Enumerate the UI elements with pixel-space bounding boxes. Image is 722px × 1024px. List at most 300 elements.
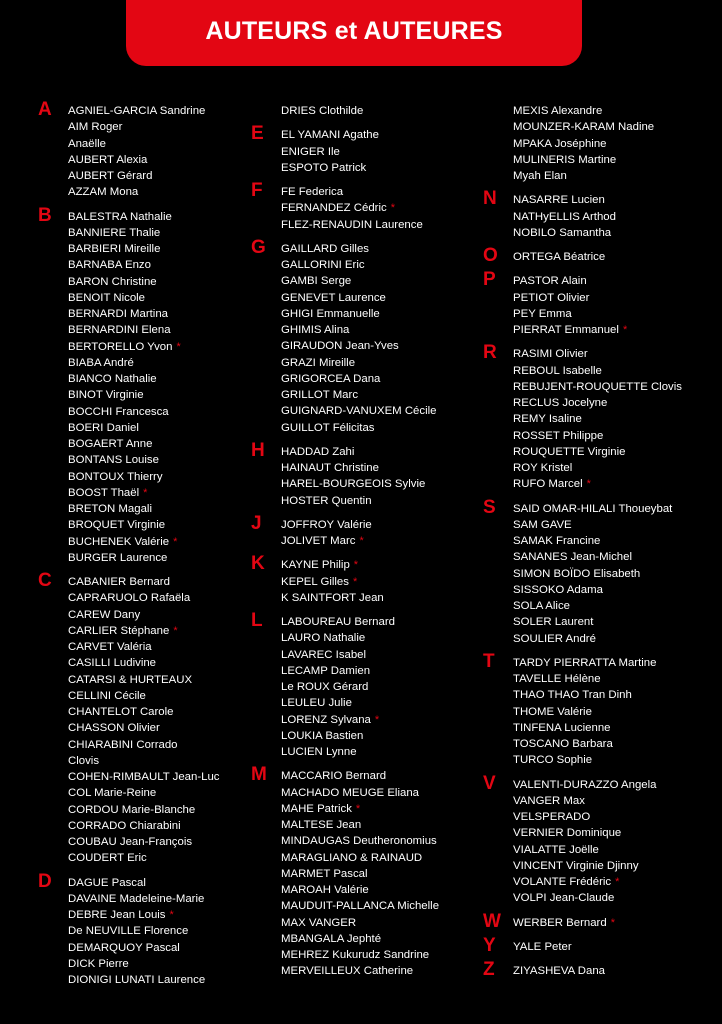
- author-name-text: AGNIEL-GARCIA Sandrine: [68, 105, 206, 117]
- author-name-text: WERBER Bernard: [513, 916, 607, 929]
- author-name: [68, 875, 262, 891]
- asterisk-marker: *: [615, 876, 620, 888]
- author-name: [281, 217, 491, 233]
- author-name: [513, 517, 719, 533]
- author-name: [68, 534, 262, 550]
- author-name: [281, 290, 491, 306]
- author-name: [68, 306, 262, 322]
- author-name-text: BURGER Laurence: [68, 551, 168, 564]
- author-name: [68, 655, 262, 671]
- author-name: [513, 858, 719, 874]
- author-name-text: MAUDUIT-PALLANCA Michelle: [281, 900, 440, 913]
- author-name: [513, 809, 719, 825]
- author-name: [513, 346, 719, 362]
- author-name: [68, 103, 262, 119]
- author-name: [68, 355, 262, 371]
- author-name: [513, 249, 719, 265]
- author-name: [68, 907, 262, 923]
- author-name: [513, 411, 719, 427]
- author-name-text: HOSTER Quentin: [281, 494, 372, 507]
- section-letter: F: [251, 180, 263, 201]
- author-name-text: CAPRARUOLO Rafaëla: [68, 592, 191, 605]
- letter-group-r: [483, 342, 719, 492]
- author-name-text: BIABA André: [68, 356, 134, 369]
- author-name-text: ENIGER Ile: [281, 145, 340, 158]
- author-name-text: BONTOUX Thierry: [68, 470, 163, 483]
- author-name-text: MEXIS Alexandre: [513, 105, 603, 117]
- author-name-text: CABANIER Bernard: [68, 576, 170, 588]
- author-name: [513, 963, 719, 979]
- author-name-text: VOLANTE Frédéric: [513, 876, 612, 888]
- author-name-text: REBOUL Isabelle: [513, 364, 602, 377]
- author-name: [68, 436, 262, 452]
- author-name: [281, 460, 491, 476]
- author-name-text: ROY Kristel: [513, 462, 573, 474]
- author-name: [513, 322, 719, 338]
- section-letter: A: [38, 99, 52, 120]
- author-name: [281, 241, 491, 257]
- author-name-text: AZZAM Mona: [68, 186, 139, 199]
- page-title: AUTEURS et AUTEURES: [205, 17, 503, 45]
- author-name: [281, 387, 491, 403]
- section-letter: O: [483, 245, 498, 266]
- author-name: [68, 623, 262, 639]
- letter-group-b: [38, 204, 262, 567]
- author-name-text: VERNIER Dominique: [513, 827, 622, 840]
- section-letter: S: [483, 496, 496, 518]
- section-letter: V: [483, 772, 496, 794]
- author-name: [68, 241, 262, 257]
- author-name: [513, 687, 719, 703]
- author-name-text: MINDAUGAS Deutheronomius: [281, 835, 437, 848]
- author-name-text: BIANCO Nathalie: [68, 373, 157, 385]
- author-name-text: BROQUET Virginie: [68, 519, 166, 532]
- author-name: [513, 444, 719, 460]
- author-name-text: BONTANS Louise: [68, 454, 159, 467]
- author-name: [68, 891, 262, 907]
- author-name: [68, 184, 262, 200]
- author-name: [513, 136, 719, 152]
- section-letter: Y: [483, 934, 496, 956]
- author-name: [281, 695, 491, 711]
- author-name-text: SISSOKO Adama: [513, 583, 603, 596]
- author-name-text: CASILLI Ludivine: [68, 657, 157, 670]
- author-name-text: VINCENT Virginie Djinny: [513, 859, 639, 872]
- author-name-text: COUDERT Eric: [68, 852, 147, 865]
- section-letter: W: [483, 910, 501, 932]
- author-name-text: CARLIER Stéphane: [68, 624, 170, 637]
- author-name: [281, 785, 491, 801]
- author-name: [513, 379, 719, 395]
- asterisk-marker: *: [586, 478, 591, 491]
- author-name: [281, 257, 491, 273]
- author-name: [513, 614, 719, 630]
- author-name: [281, 127, 491, 143]
- author-name-text: MACCARIO Bernard: [281, 770, 387, 783]
- author-name-text: RECLUS Jocelyne: [513, 397, 608, 409]
- author-name-text: LUCIEN Lynne: [281, 746, 357, 758]
- author-name: [68, 639, 262, 655]
- author-name-text: FERNANDEZ Cédric: [281, 202, 387, 215]
- author-name-text: De NEUVILLE Florence: [68, 925, 189, 938]
- author-name: [281, 371, 491, 387]
- section-letter: L: [251, 610, 263, 631]
- author-name-text: ORTEGA Béatrice: [513, 251, 606, 263]
- letter-group-s: [483, 496, 719, 647]
- author-name-text: TARDY PIERRATTA Martine: [513, 656, 657, 669]
- author-name-text: GAMBI Serge: [281, 275, 352, 288]
- author-name: [68, 257, 262, 273]
- author-name-text: GENEVET Laurence: [281, 291, 386, 304]
- author-name: [281, 866, 491, 882]
- author-name-text: MARMET Pascal: [281, 867, 368, 880]
- author-name: [281, 184, 491, 200]
- author-name-text: CHASSON Olivier: [68, 722, 160, 735]
- author-name: [281, 647, 491, 663]
- author-name: [513, 655, 719, 671]
- author-name-text: BUCHENEK Valérie: [68, 535, 170, 548]
- author-name-text: YALE Peter: [513, 940, 572, 953]
- author-name-text: SIMON BOÏDO Elisabeth: [513, 567, 641, 580]
- author-name-text: GIRAUDON Jean-Yves: [281, 340, 399, 353]
- author-name-text: LECAMP Damien: [281, 664, 371, 677]
- author-name-text: NASARRE Lucien: [513, 194, 605, 207]
- author-name: [68, 152, 262, 168]
- author-name-text: GRAZI Mireille: [281, 356, 356, 369]
- author-name-text: MAHE Patrick: [281, 802, 352, 815]
- author-name: [513, 631, 719, 647]
- author-name-text: ROUQUETTE Virginie: [513, 445, 626, 458]
- author-name: [281, 322, 491, 338]
- asterisk-marker: *: [359, 535, 364, 547]
- section-letter: J: [251, 512, 262, 534]
- asterisk-marker: *: [143, 486, 148, 499]
- section-letter: T: [483, 650, 495, 672]
- author-name-text: JOFFROY Valérie: [281, 518, 372, 531]
- author-name: [68, 574, 262, 590]
- author-name: [281, 574, 491, 590]
- author-name-text: SAID OMAR-HILALI Thoueybat: [513, 502, 673, 515]
- author-name-text: SAM GAVE: [513, 518, 572, 531]
- author-name: [68, 704, 262, 720]
- author-name: [281, 338, 491, 354]
- author-name-text: GUIGNARD-VANUXEM Cécile: [281, 405, 437, 418]
- author-name-text: BERNARDI Martina: [68, 308, 169, 320]
- author-name-text: CHANTELOT Carole: [68, 706, 174, 718]
- author-name-text: VANGER Max: [513, 794, 585, 807]
- section-letter: N: [483, 188, 497, 210]
- author-name: [68, 818, 262, 834]
- author-name-text: BOGAERT Anne: [68, 438, 153, 450]
- author-name-text: DRIES Clothilde: [281, 105, 364, 117]
- author-name-text: LEULEU Julie: [281, 697, 352, 710]
- author-name: [68, 371, 262, 387]
- author-name-text: SANANES Jean-Michel: [513, 551, 633, 564]
- author-name-text: BARNABA Enzo: [68, 259, 151, 272]
- author-name: [68, 720, 262, 736]
- author-name: [68, 485, 262, 501]
- section-letter: M: [251, 764, 267, 786]
- author-name: [281, 898, 491, 914]
- author-name-text: HAINAUT Christine: [281, 462, 379, 474]
- section-letter: G: [251, 236, 266, 258]
- asterisk-marker: *: [374, 713, 380, 726]
- author-name: [68, 607, 262, 623]
- letter-group-n: [483, 188, 719, 241]
- letter-group-f: [251, 180, 491, 233]
- author-name-text: DAVAINE Madeleine-Marie: [68, 892, 205, 905]
- author-name-text: BOERI Daniel: [68, 421, 139, 434]
- author-name: [513, 306, 719, 322]
- author-name: [513, 476, 719, 492]
- author-name-text: CORDOU Marie-Blanche: [68, 803, 196, 816]
- author-name-text: GRIGORCEA Dana: [281, 372, 381, 385]
- author-name-text: DICK Pierre: [68, 957, 129, 970]
- author-name: [513, 168, 719, 184]
- author-name-text: VALENTI-DURAZZO Angela: [513, 778, 657, 791]
- author-name: [281, 963, 491, 979]
- author-name-text: LAURO Nathalie: [281, 632, 366, 645]
- author-name-text: TINFENA Lucienne: [513, 721, 611, 734]
- author-name-text: GAILLARD Gilles: [281, 242, 369, 255]
- author-name-text: Myah Elan: [513, 170, 567, 182]
- author-name-text: BARON Christine: [68, 275, 157, 288]
- author-name: [68, 136, 262, 152]
- section-letter: R: [483, 342, 497, 364]
- author-name-text: GALLORINI Eric: [281, 259, 365, 271]
- author-name-text: K SAINTFORT Jean: [281, 591, 384, 604]
- author-name: [513, 671, 719, 687]
- letter-group-m: [251, 764, 491, 979]
- letter-group-l: [251, 610, 491, 760]
- author-name-text: GUILLOT Félicitas: [281, 421, 375, 434]
- letter-group-a: [38, 99, 262, 201]
- letter-group-j: [251, 512, 491, 550]
- author-name: [68, 225, 262, 241]
- asterisk-marker: *: [610, 916, 615, 929]
- author-name-text: BERTORELLO Yvon: [68, 340, 173, 353]
- author-name: [513, 273, 719, 289]
- letter-group-p: [483, 269, 719, 338]
- author-name: [513, 704, 719, 720]
- author-name: [513, 225, 719, 241]
- author-name-text: DEMARQUOY Pascal: [68, 941, 180, 954]
- author-name-text: BARBIERI Mireille: [68, 243, 161, 255]
- author-name: [513, 842, 719, 858]
- letter-group-w: [483, 910, 719, 932]
- author-name-text: CARVET Valéria: [68, 641, 152, 653]
- author-name: [281, 590, 491, 606]
- author-name-text: THOME Valérie: [513, 705, 592, 718]
- author-name-text: MBANGALA Jephté: [281, 932, 382, 945]
- author-name: [281, 833, 491, 849]
- author-name: [513, 192, 719, 208]
- author-name: [68, 404, 262, 420]
- author-name-text: JOLIVET Marc: [281, 535, 356, 547]
- author-name-text: FLEZ-RENAUDIN Laurence: [281, 218, 423, 231]
- author-name: [513, 395, 719, 411]
- author-name: [68, 956, 262, 972]
- section-letter: C: [38, 570, 52, 591]
- author-name-text: BOCCHI Francesca: [68, 405, 169, 418]
- author-name-text: MAX VANGER: [281, 916, 357, 929]
- author-name: [68, 972, 262, 988]
- column-2: [251, 103, 491, 988]
- author-name-text: CAREW Dany: [68, 608, 141, 621]
- asterisk-marker: *: [173, 624, 178, 637]
- asterisk-marker: *: [355, 802, 361, 815]
- author-name: [68, 209, 262, 225]
- author-name: [281, 476, 491, 492]
- author-name: [513, 119, 719, 135]
- author-name: [281, 712, 491, 728]
- author-name: [68, 769, 262, 785]
- author-name: [68, 850, 262, 866]
- author-name-text: REBUJENT-ROUQUETTE Clovis: [513, 380, 682, 393]
- asterisk-marker: *: [353, 559, 359, 572]
- author-name-text: MEHREZ Kukurudz Sandrine: [281, 949, 430, 961]
- author-name: [513, 566, 719, 582]
- author-name-text: AUBERT Alexia: [68, 153, 148, 166]
- author-name-text: NOBILO Samantha: [513, 226, 612, 239]
- author-name-text: AIM Roger: [68, 121, 123, 134]
- author-name: [513, 720, 719, 736]
- author-name-text: BALESTRA Nathalie: [68, 210, 172, 223]
- author-name-text: TURCO Sophie: [513, 754, 593, 767]
- author-name: [281, 403, 491, 419]
- author-name: [281, 679, 491, 695]
- author-name: [281, 493, 491, 509]
- author-name-text: LABOUREAU Bernard: [281, 616, 395, 628]
- author-name: [68, 119, 262, 135]
- author-name: [281, 663, 491, 679]
- author-name: [68, 420, 262, 436]
- author-name: [281, 630, 491, 646]
- author-name: [513, 152, 719, 168]
- author-name: [281, 817, 491, 833]
- author-name: [68, 737, 262, 753]
- author-name: [513, 290, 719, 306]
- author-name-text: SAMAK Francine: [513, 535, 601, 547]
- author-name: [281, 533, 491, 549]
- author-name-text: EL YAMANI Agathe: [281, 129, 379, 142]
- column-1: [38, 99, 262, 996]
- author-name: [281, 306, 491, 322]
- author-name-text: SOLER Laurent: [513, 616, 594, 629]
- author-name: [513, 874, 719, 890]
- asterisk-marker: *: [352, 575, 358, 588]
- author-name: [513, 915, 719, 931]
- author-name-text: SOLA Alice: [513, 600, 570, 612]
- section-letter: D: [38, 870, 52, 892]
- author-name: [513, 736, 719, 752]
- author-name: [281, 931, 491, 947]
- author-name-text: BERNARDINI Elena: [68, 324, 171, 337]
- author-name: [68, 550, 262, 566]
- author-name: [68, 802, 262, 818]
- author-name: [68, 274, 262, 290]
- letter-group-h: [251, 439, 491, 509]
- author-name: [68, 590, 262, 606]
- asterisk-marker: *: [390, 202, 395, 215]
- author-name-text: ZIYASHEVA Dana: [513, 965, 606, 977]
- author-name: [281, 882, 491, 898]
- letter-group-continued: [483, 103, 719, 184]
- author-name-text: RUFO Marcel: [513, 478, 583, 491]
- author-name: [513, 939, 719, 955]
- author-name-text: BRETON Magali: [68, 503, 152, 515]
- author-name-text: COUBAU Jean-François: [68, 836, 193, 848]
- author-name: [281, 200, 491, 216]
- author-name: [281, 273, 491, 289]
- author-name-text: ESPOTO Patrick: [281, 161, 367, 174]
- author-name: [513, 793, 719, 809]
- author-name-text: PASTOR Alain: [513, 275, 587, 288]
- author-name-text: CORRADO Chiarabini: [68, 819, 181, 832]
- author-name: [513, 752, 719, 768]
- author-name: [68, 688, 262, 704]
- section-letter: K: [251, 553, 265, 575]
- letter-group-y: [483, 934, 719, 956]
- author-name-text: MALTESE Jean: [281, 819, 362, 831]
- author-name: [68, 923, 262, 939]
- letter-group-g: [251, 236, 491, 436]
- author-name-text: CHIARABINI Corrado: [68, 738, 178, 751]
- author-name-text: COHEN-RIMBAULT Jean-Luc: [68, 771, 220, 783]
- author-name-text: FE Federica: [281, 186, 344, 198]
- author-name-text: CELLINI Cécile: [68, 689, 146, 702]
- author-name-text: MOUNZER-KARAM Nadine: [513, 121, 655, 134]
- author-name: [281, 517, 491, 533]
- author-name-text: Anaëlle: [68, 137, 106, 150]
- author-name-text: PEY Emma: [513, 307, 572, 320]
- author-name: [68, 834, 262, 850]
- author-name-text: GRILLOT Marc: [281, 389, 359, 401]
- author-name-text: PETIOT Olivier: [513, 291, 590, 304]
- author-name-text: Clovis: [68, 754, 100, 767]
- author-name: [68, 290, 262, 306]
- author-name: [281, 444, 491, 460]
- author-name: [68, 168, 262, 184]
- author-name-text: MERVEILLEUX Catherine: [281, 965, 414, 978]
- author-name-text: MAROAH Valérie: [281, 884, 369, 896]
- author-name-text: VOLPI Jean-Claude: [513, 892, 615, 905]
- author-name: [513, 428, 719, 444]
- letter-group-d: [38, 870, 262, 989]
- section-letter: P: [483, 269, 496, 291]
- author-name: [68, 339, 262, 355]
- author-name-text: HAREL-BOURGEOIS Sylvie: [281, 478, 426, 491]
- author-name-text: BOOST Thaël: [68, 486, 140, 499]
- author-name-text: SOULIER André: [513, 632, 596, 645]
- author-name-text: DAGUE Pascal: [68, 876, 146, 889]
- letter-group-v: [483, 772, 719, 907]
- author-name: [281, 801, 491, 817]
- section-letter: E: [251, 123, 264, 145]
- letter-group-continued: [251, 103, 491, 119]
- author-name-text: ROSSET Philippe: [513, 429, 604, 442]
- author-name-text: AUBERT Gérard: [68, 170, 153, 182]
- author-name: [513, 103, 719, 119]
- author-name: [281, 915, 491, 931]
- section-letter: H: [251, 439, 265, 461]
- asterisk-marker: *: [173, 535, 178, 548]
- author-name: [68, 322, 262, 338]
- author-name: [68, 452, 262, 468]
- author-name: [281, 614, 491, 630]
- section-letter: Z: [483, 959, 495, 980]
- author-name-text: PIERRAT Emmanuel: [513, 324, 619, 336]
